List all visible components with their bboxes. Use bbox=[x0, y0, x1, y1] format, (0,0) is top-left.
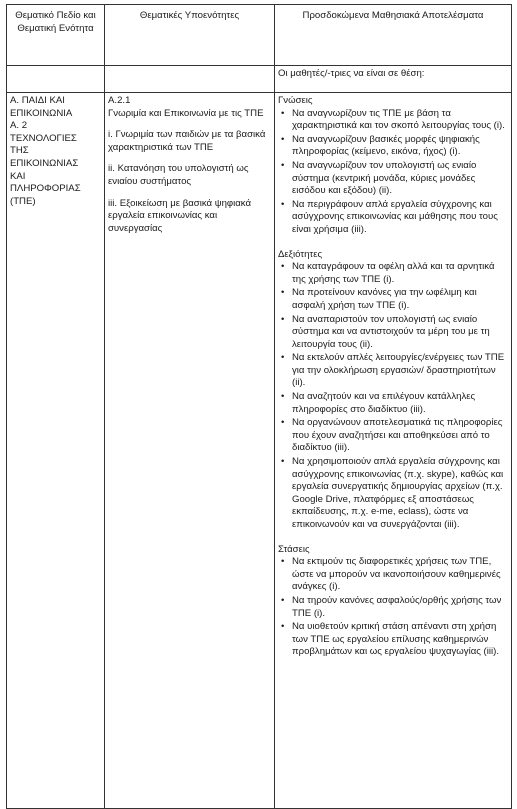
outcome-item: • Να υιοθετούν κριτική στάση απέναντι στη χρήση των ΤΠΕ ως εργαλείου επίλυσης καθημερινών προβλημάτων και ως εργαλείου ψυχαγωγίας (iii). bbox=[278, 621, 508, 659]
thematic-field-cell bbox=[7, 93, 105, 809]
thematic-field-line: (ΤΠΕ) bbox=[10, 195, 36, 207]
outcome-list bbox=[278, 108, 508, 237]
thematic-field-lines bbox=[10, 95, 101, 208]
outcome-section bbox=[278, 249, 508, 532]
outcome-item: • Να εκτιμούν τις διαφορετικές χρήσεις των ΤΠΕ, ώστε να μπορούν να ικανοποιήσουν καθημερινές ανάγκες (i). bbox=[278, 556, 508, 594]
thematic-field-line: Α. 2 bbox=[10, 120, 28, 132]
outcome-item: • Να καταγράφουν τα οφέλη αλλά και τα αρνητικά της χρήσης των ΤΠΕ (i). bbox=[278, 261, 508, 286]
outcomes-cell bbox=[275, 93, 512, 809]
subunit-items bbox=[108, 129, 271, 235]
content-row bbox=[7, 93, 512, 809]
outcome-list bbox=[278, 556, 508, 659]
outcome-item: • Να αναγνωρίζουν βασικές μορφές ψηφιακής πληροφορίας (κείμενο, εικόνα, ήχος) (i). bbox=[278, 134, 508, 159]
header-row bbox=[7, 5, 512, 66]
intro-text: Οι μαθητές/-τριες να είναι σε θέση: bbox=[275, 66, 512, 93]
outcome-item: • Να οργανώνουν αποτελεσματικά τις πληροφορίες που έχουν αναζητήσει και αποθηκεύσει από το διαδίκτυο (iii). bbox=[278, 417, 508, 455]
subunit-title: Γνωριμία και Επικοινωνία με τις ΤΠΕ bbox=[108, 107, 264, 119]
outcome-item: • Να περιγράφουν απλά εργαλεία σύγχρονης και ασύγχρονης επικοινωνίας και μάθησης που τους είναι χρήσιμα (iii). bbox=[278, 199, 508, 237]
outcome-item: • Να προτείνουν κανόνες για την ωφέλιμη και ασφαλή χρήση των ΤΠΕ (i). bbox=[278, 287, 508, 312]
header-learning-outcomes: Προσδοκώμενα Μαθησιακά Αποτελέσματα bbox=[275, 5, 512, 66]
outcome-item: • Να αναγνωρίζουν τις ΤΠΕ με βάση τα χαρακτηριστικά και τον σκοπό λειτουργίας τους (i). bbox=[278, 108, 508, 133]
outcome-item: • Να αναγνωρίζουν τον υπολογιστή ως ενιαίο σύστημα (κεντρική μονάδα, κύριες μονάδες εισόδου και εξόδου) (ii). bbox=[278, 160, 508, 198]
subunits-cell bbox=[105, 93, 275, 809]
outcome-list bbox=[278, 261, 508, 531]
curriculum-table bbox=[6, 4, 512, 809]
section-heading: Δεξιότητες bbox=[278, 248, 323, 260]
intro-row bbox=[7, 66, 512, 93]
outcome-item: • Να αναπαριστούν τον υπολογιστή ως ενιαίο σύστημα και να αντιστοιχούν τα μέρη του με τη λειτουργία τους (ii). bbox=[278, 314, 508, 352]
thematic-field-line: ΕΠΙΚΟΙΝΩΝΙΑΣ bbox=[10, 157, 79, 169]
thematic-field-line: ΤΕΧΝΟΛΟΓΙΕΣ bbox=[10, 132, 77, 144]
subunit-item: ii. Κατανόηση του υπολογιστή ως ενιαίου συστήματος bbox=[108, 163, 249, 187]
subunit-item: i. Γνωριμία των παιδιών με τα βασικά χαρακτηριστικά των ΤΠΕ bbox=[108, 129, 266, 153]
outcome-item: • Να εκτελούν απλές λειτουργίες/ενέργειες των ΤΠΕ για την ολοκλήρωση εργασιών/ δραστηριοτήτων (ii). bbox=[278, 352, 508, 390]
outcome-item: • Να τηρούν κανόνες ασφαλούς/ορθής χρήσης των ΤΠΕ (i). bbox=[278, 595, 508, 620]
outcome-section bbox=[278, 544, 508, 659]
thematic-field-line: ΠΛΗΡΟΦΟΡΙΑΣ bbox=[10, 183, 81, 195]
header-thematic-field: Θεματικό Πεδίο και Θεματική Ενότητα bbox=[7, 5, 105, 66]
thematic-field-line: ΕΠΙΚΟΙΝΩΝΙΑ bbox=[10, 107, 73, 119]
header-subunits: Θεματικές Υποενότητες bbox=[105, 5, 275, 66]
section-heading: Στάσεις bbox=[278, 543, 310, 555]
outcome-section bbox=[278, 95, 508, 237]
outcome-item: • Να χρησιμοποιούν απλά εργαλεία σύγχρονης και ασύγχρονης επικοινωνίας (π.χ. skype), καθώς και εργαλεία συνεργατικής δημιουργίας αρχείων (π.χ. Google Drive, πλατφόρμες εξ αποστάσεως εκπαίδευσης, π.χ. e-me, eclass), ώστε να επικοινωνούν και να συνεργάζονται (iii). bbox=[278, 456, 508, 532]
outcome-item: • Να αναζητούν και να επιλέγουν κατάλληλες πληροφορίες στο διαδίκτυο (iii). bbox=[278, 391, 508, 416]
subunit-code: Α.2.1 bbox=[108, 95, 131, 106]
outcome-sections bbox=[278, 95, 508, 659]
empty-cell bbox=[105, 66, 275, 93]
thematic-field-line: ΚΑΙ bbox=[10, 170, 26, 182]
empty-cell bbox=[7, 66, 105, 93]
thematic-field-line: Α. ΠΑΙΔΙ ΚΑΙ bbox=[10, 95, 65, 106]
section-heading: Γνώσεις bbox=[278, 95, 313, 106]
subunit-item: iii. Εξοικείωση με βασικά ψηφιακά εργαλεία επικοινωνίας και συνεργασίας bbox=[108, 197, 252, 234]
thematic-field-line: ΤΗΣ bbox=[10, 145, 29, 157]
